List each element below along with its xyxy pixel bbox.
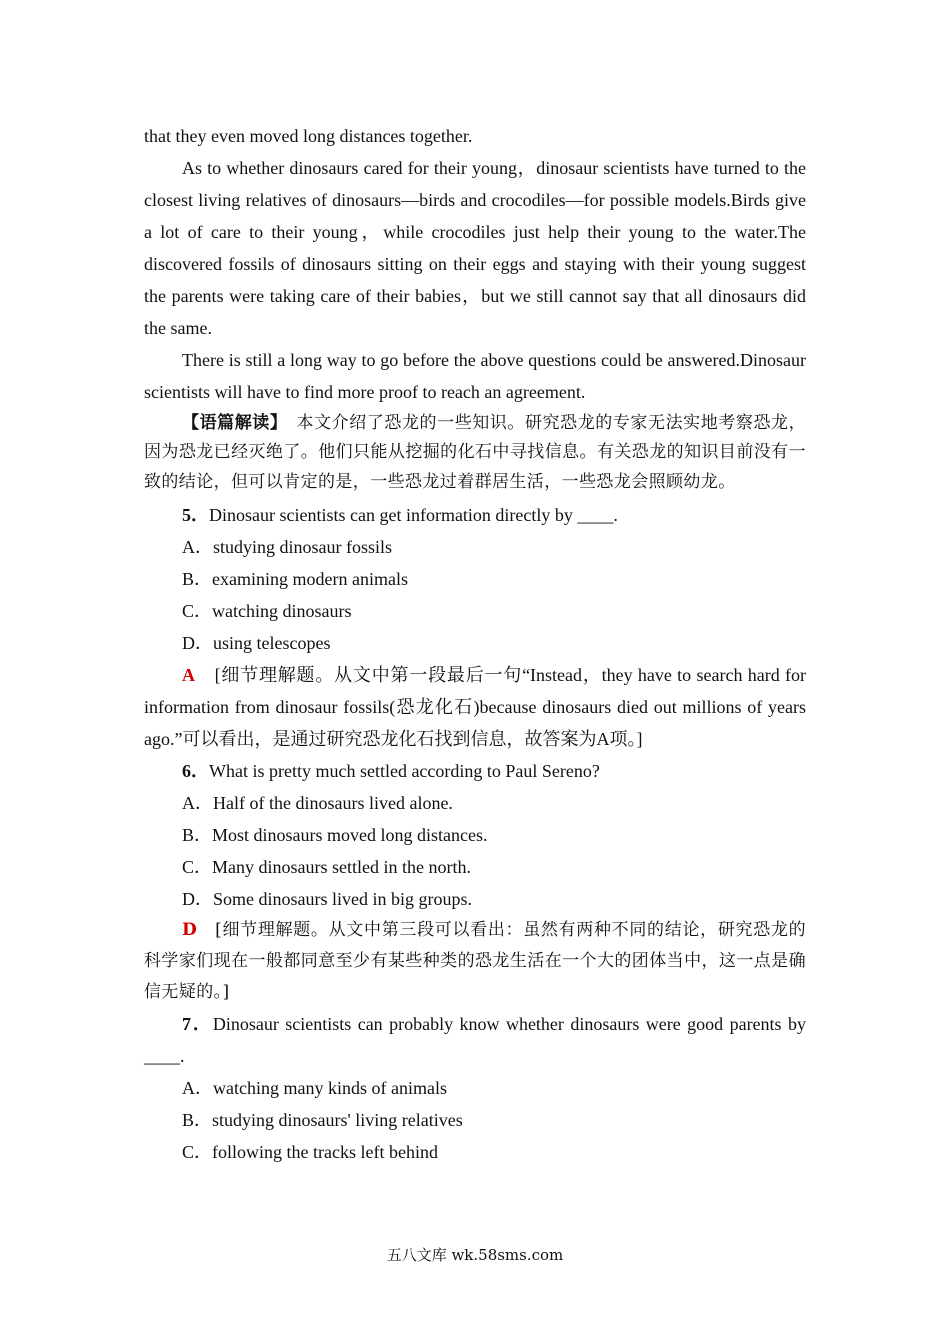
analysis-section (144, 409, 806, 497)
question-6: 6．What is pretty much settled according to Paul Sereno? (182, 760, 600, 781)
explanation-text: [细节理解题。从文中第一段最后一句“Instead，they have to search hard for information from dinosaur fossils(恐龙化石)because dinosaurs died out millions of years ago.”可以看出，是通过研究恐龙化石找到信息，故答案为A项。] (144, 664, 807, 749)
question-5: 5．Dinosaur scientists can get information directly by ____. (182, 504, 618, 525)
answer-explanation-6 (144, 915, 806, 1008)
option-c: C．watching dinosaurs (182, 600, 352, 621)
analysis-label: 【语篇解读】 (182, 413, 279, 433)
question-7: 7．Dinosaur scientists can probably know whether dinosaurs were good parents by ____. (144, 1013, 806, 1066)
option-b: B．Most dinosaurs moved long distances. (182, 824, 488, 845)
answer-letter: A (182, 664, 195, 685)
answer-explanation-5 (144, 659, 806, 755)
question-stem: Dinosaur scientists can get information directly by ____. (209, 504, 618, 525)
option-b: B．examining modern animals (182, 568, 408, 589)
question-number: 6 (182, 760, 191, 781)
question-stem: What is pretty much settled according to Paul Sereno? (209, 760, 600, 781)
option-c: C．following the tracks left behind (182, 1141, 438, 1162)
option-c: C．Many dinosaurs settled in the north. (182, 856, 471, 877)
document-body (144, 120, 806, 1168)
option-b: B．studying dinosaurs' living relatives (182, 1109, 463, 1130)
passage-paragraph-2: As to whether dinosaurs cared for their young，dinosaur scientists have turned to the closest living relatives of dinosaurs—birds and crocodiles—for possible models.Birds give a lot of care to their young，while crocodiles just help their young to the water.The discovered fossils of dinosaurs sitting on their eggs and staying with their young suggest the parents were taking care of their babies，but we still cannot say that all dinosaurs did the same. (144, 158, 806, 338)
option-a: A．studying dinosaur fossils (182, 536, 393, 557)
option-d: D．Some dinosaurs lived in big groups. (182, 888, 472, 909)
question-stem: Dinosaur scientists can probably know whether dinosaurs were good parents by ____. (144, 1013, 806, 1066)
option-a: A．watching many kinds of animals (182, 1077, 447, 1098)
passage-paragraph-3: There is still a long way to go before the above questions could be answered.Dinosaur scientists will have to find more proof to reach an agreement. (144, 350, 806, 402)
question-number: 7 (182, 1013, 191, 1034)
passage-paragraph-1-end: that they even moved long distances together. (144, 126, 473, 146)
option-d: D．using telescopes (182, 632, 331, 653)
question-number: 5 (182, 504, 191, 525)
answer-letter: D (182, 919, 198, 940)
option-a: A．Half of the dinosaurs lived alone. (182, 792, 453, 813)
explanation-text: [细节理解题。从文中第三段可以看出：虽然有两种不同的结论，研究恐龙的科学家们现在一般都同意至少有某些种类的恐龙生活在一个大的团体当中，这一点是确信无疑的。] (144, 919, 806, 1002)
page-footer: 五八文库 wk.58sms.com (386, 1246, 564, 1264)
analysis-text: 本文介绍了恐龙的一些知识。研究恐龙的专家无法实地考察恐龙，因为恐龙已经灭绝了。他们只能从挖掘的化石中寻找信息。有关恐龙的知识目前没有一致的结论，但可以肯定的是，一些恐龙过着群居生活，一些恐龙会照顾幼龙。 (144, 413, 806, 492)
